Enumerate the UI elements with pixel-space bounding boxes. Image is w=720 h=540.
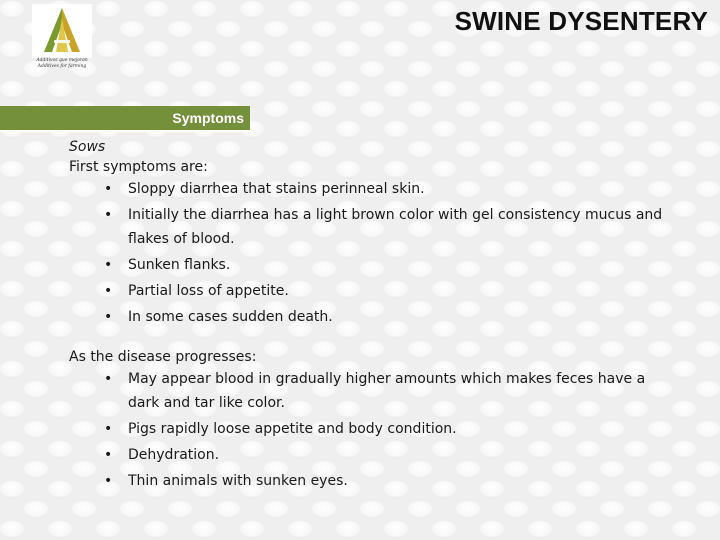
first-symptoms-intro: First symptoms are:: [69, 159, 208, 175]
section-label: Symptoms: [172, 110, 244, 126]
list-item-text: May appear blood in gradually higher amounts which makes feces have a dark and tar like color.: [128, 371, 646, 411]
triangle-letter-a-logo-icon: [32, 4, 92, 58]
bullet-icon: •: [104, 181, 113, 197]
list-item: [69, 469, 668, 493]
slide-title: SWINE DYSENTERY: [454, 6, 708, 36]
slide-content: [69, 137, 679, 495]
list-item: [69, 279, 668, 303]
bullet-icon: •: [104, 257, 113, 273]
bullet-icon: •: [104, 207, 113, 223]
bullet-icon: •: [104, 447, 113, 463]
list-item: [69, 253, 668, 277]
list-item-text: Sunken flanks.: [128, 257, 231, 273]
list-item-text: Partial loss of appetite.: [128, 283, 289, 299]
list-item-text: In some cases sudden death.: [128, 309, 333, 325]
list-item-text: Sloppy diarrhea that stains perinneal skin.: [128, 181, 425, 197]
progress-symptoms-intro: As the disease progresses:: [69, 349, 257, 365]
logo-tagline: [32, 58, 92, 70]
list-item: [69, 203, 668, 251]
list-item: [69, 367, 668, 415]
bullet-icon: •: [104, 309, 113, 325]
bullet-icon: •: [104, 371, 113, 387]
spacer: [69, 331, 679, 347]
list-item: [69, 305, 668, 329]
list-item-text: Thin animals with sunken eyes.: [128, 473, 348, 489]
list-item-text: Pigs rapidly loose appetite and body condition.: [128, 421, 457, 437]
logo-tagline-1: Additivos que mejoran: [36, 58, 88, 63]
bullet-icon: •: [104, 421, 113, 437]
list-item: [69, 443, 668, 467]
list-item: [69, 177, 668, 201]
list-item: [69, 417, 668, 441]
subject-label: Sows: [69, 139, 106, 155]
section-header-bar: [0, 106, 250, 132]
bullet-icon: •: [104, 283, 113, 299]
first-symptoms-list: [69, 177, 679, 329]
list-item-text: Dehydration.: [128, 447, 220, 463]
company-logo: [32, 4, 92, 76]
list-item-text: Initially the diarrhea has a light brown color with gel consistency mucus and flakes of blood.: [128, 207, 663, 247]
logo-tagline-2: Additives for farming: [37, 64, 87, 69]
progress-symptoms-list: [69, 367, 679, 493]
bullet-icon: •: [104, 473, 113, 489]
